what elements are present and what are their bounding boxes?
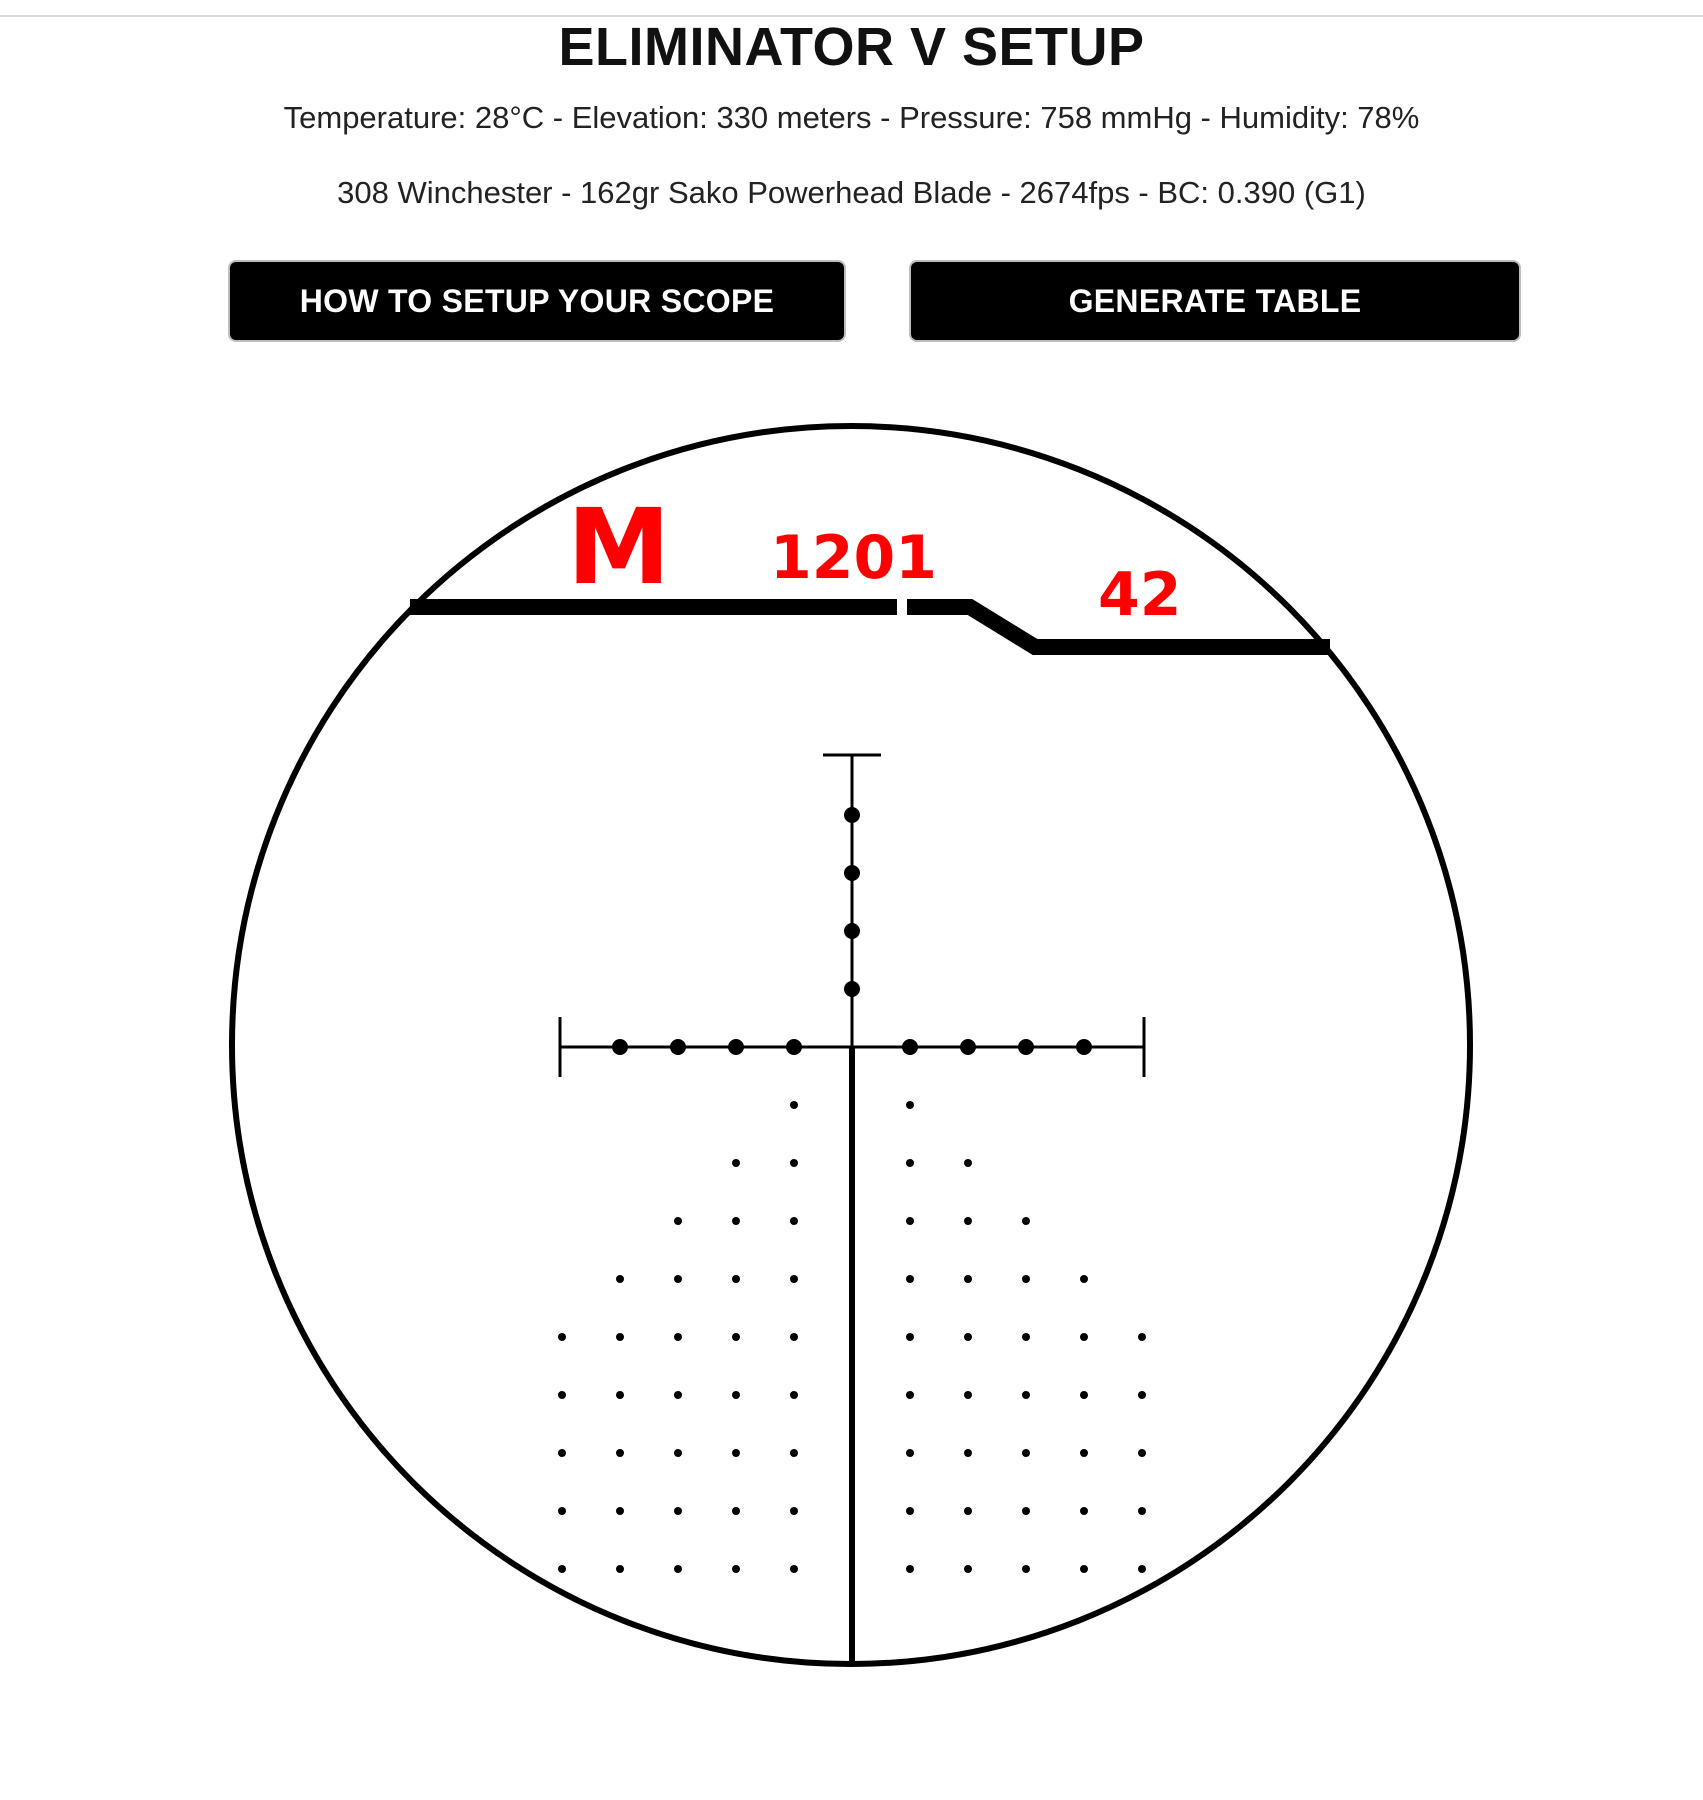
holdover-dot xyxy=(1138,1449,1146,1457)
holdover-dot xyxy=(790,1333,798,1341)
holdover-dot xyxy=(906,1275,914,1283)
holdover-dot xyxy=(1080,1507,1088,1515)
holdover-dot xyxy=(906,1217,914,1225)
holdover-dot xyxy=(732,1507,740,1515)
holdover-dot xyxy=(790,1565,798,1573)
holdover-dot xyxy=(906,1159,914,1167)
holdover-dot xyxy=(558,1449,566,1457)
holdover-dot xyxy=(906,1449,914,1457)
holdover-dot xyxy=(964,1159,972,1167)
holdover-dot xyxy=(674,1449,682,1457)
holdover-dot xyxy=(1022,1275,1030,1283)
holdover-dot xyxy=(558,1391,566,1399)
atmospheric-conditions: Temperature: 28°C - Elevation: 330 meters - Pressure: 758 mmHg - Humidity: 78% xyxy=(283,100,1420,135)
holdover-dot xyxy=(906,1507,914,1515)
holdover-dot xyxy=(1080,1391,1088,1399)
page-title: ELIMINATOR V SETUP xyxy=(558,17,1145,77)
holdover-dot xyxy=(674,1217,682,1225)
holdover-dot xyxy=(906,1565,914,1573)
holdover-dot xyxy=(616,1275,624,1283)
stadia-dot xyxy=(612,1039,628,1055)
holdover-dot xyxy=(964,1449,972,1457)
holdover-dot-grid xyxy=(558,1101,1146,1573)
angle-readout: 42 xyxy=(1098,560,1182,630)
how-to-setup-scope-button[interactable]: HOW TO SETUP YOUR SCOPE xyxy=(230,262,844,340)
holdover-dot xyxy=(1022,1449,1030,1457)
holdover-dot xyxy=(790,1275,798,1283)
stadia-dot xyxy=(844,807,860,823)
holdover-dot xyxy=(674,1391,682,1399)
stadia-dot xyxy=(1076,1039,1092,1055)
holdover-dot xyxy=(1022,1217,1030,1225)
holdover-dot xyxy=(732,1275,740,1283)
holdover-dot xyxy=(964,1565,972,1573)
holdover-dot xyxy=(616,1391,624,1399)
holdover-dot xyxy=(964,1333,972,1341)
holdover-dot xyxy=(1138,1391,1146,1399)
stadia-dot xyxy=(728,1039,744,1055)
holdover-dot xyxy=(790,1101,798,1109)
holdover-dot xyxy=(1022,1507,1030,1515)
holdover-dot xyxy=(616,1565,624,1573)
holdover-dot xyxy=(558,1565,566,1573)
holdover-dot xyxy=(964,1217,972,1225)
ammunition-details: 308 Winchester - 162gr Sako Powerhead Blade - 2674fps - BC: 0.390 (G1) xyxy=(337,175,1366,210)
holdover-dot xyxy=(732,1333,740,1341)
holdover-dot xyxy=(906,1391,914,1399)
stadia-dot xyxy=(960,1039,976,1055)
scope-outline xyxy=(232,426,1470,1664)
holdover-dot xyxy=(1080,1275,1088,1283)
holdover-dot xyxy=(732,1449,740,1457)
display-bar-right xyxy=(907,607,1330,647)
stadia-dots xyxy=(612,807,1092,1055)
holdover-dot xyxy=(1138,1565,1146,1573)
holdover-dot xyxy=(964,1507,972,1515)
stadia-dot xyxy=(1018,1039,1034,1055)
holdover-dot xyxy=(674,1275,682,1283)
holdover-dot xyxy=(558,1333,566,1341)
holdover-dot xyxy=(1022,1333,1030,1341)
holdover-dot xyxy=(732,1217,740,1225)
holdover-dot xyxy=(674,1333,682,1341)
range-readout: 1201 xyxy=(770,523,937,593)
stadia-dot xyxy=(670,1039,686,1055)
holdover-dot xyxy=(1080,1565,1088,1573)
stadia-dot xyxy=(844,981,860,997)
holdover-dot xyxy=(790,1507,798,1515)
stadia-dot xyxy=(844,865,860,881)
holdover-dot xyxy=(616,1507,624,1515)
holdover-dot xyxy=(906,1101,914,1109)
holdover-dot xyxy=(732,1391,740,1399)
holdover-dot xyxy=(790,1449,798,1457)
holdover-dot xyxy=(790,1217,798,1225)
stadia-dot xyxy=(902,1039,918,1055)
holdover-dot xyxy=(616,1333,624,1341)
holdover-dot xyxy=(1080,1449,1088,1457)
holdover-dot xyxy=(790,1159,798,1167)
holdover-dot xyxy=(674,1565,682,1573)
holdover-dot xyxy=(732,1565,740,1573)
holdover-dot xyxy=(1138,1333,1146,1341)
holdover-dot xyxy=(616,1449,624,1457)
holdover-dot xyxy=(558,1507,566,1515)
holdover-dot xyxy=(732,1159,740,1167)
holdover-dot xyxy=(674,1507,682,1515)
holdover-dot xyxy=(964,1391,972,1399)
mode-indicator: M xyxy=(567,486,671,608)
holdover-dot xyxy=(964,1275,972,1283)
generate-table-button[interactable]: GENERATE TABLE xyxy=(911,262,1519,340)
stadia-dot xyxy=(844,923,860,939)
stadia-dot xyxy=(786,1039,802,1055)
holdover-dot xyxy=(790,1391,798,1399)
holdover-dot xyxy=(906,1333,914,1341)
holdover-dot xyxy=(1022,1391,1030,1399)
holdover-dot xyxy=(1138,1507,1146,1515)
holdover-dot xyxy=(1022,1565,1030,1573)
holdover-dot xyxy=(1080,1333,1088,1341)
